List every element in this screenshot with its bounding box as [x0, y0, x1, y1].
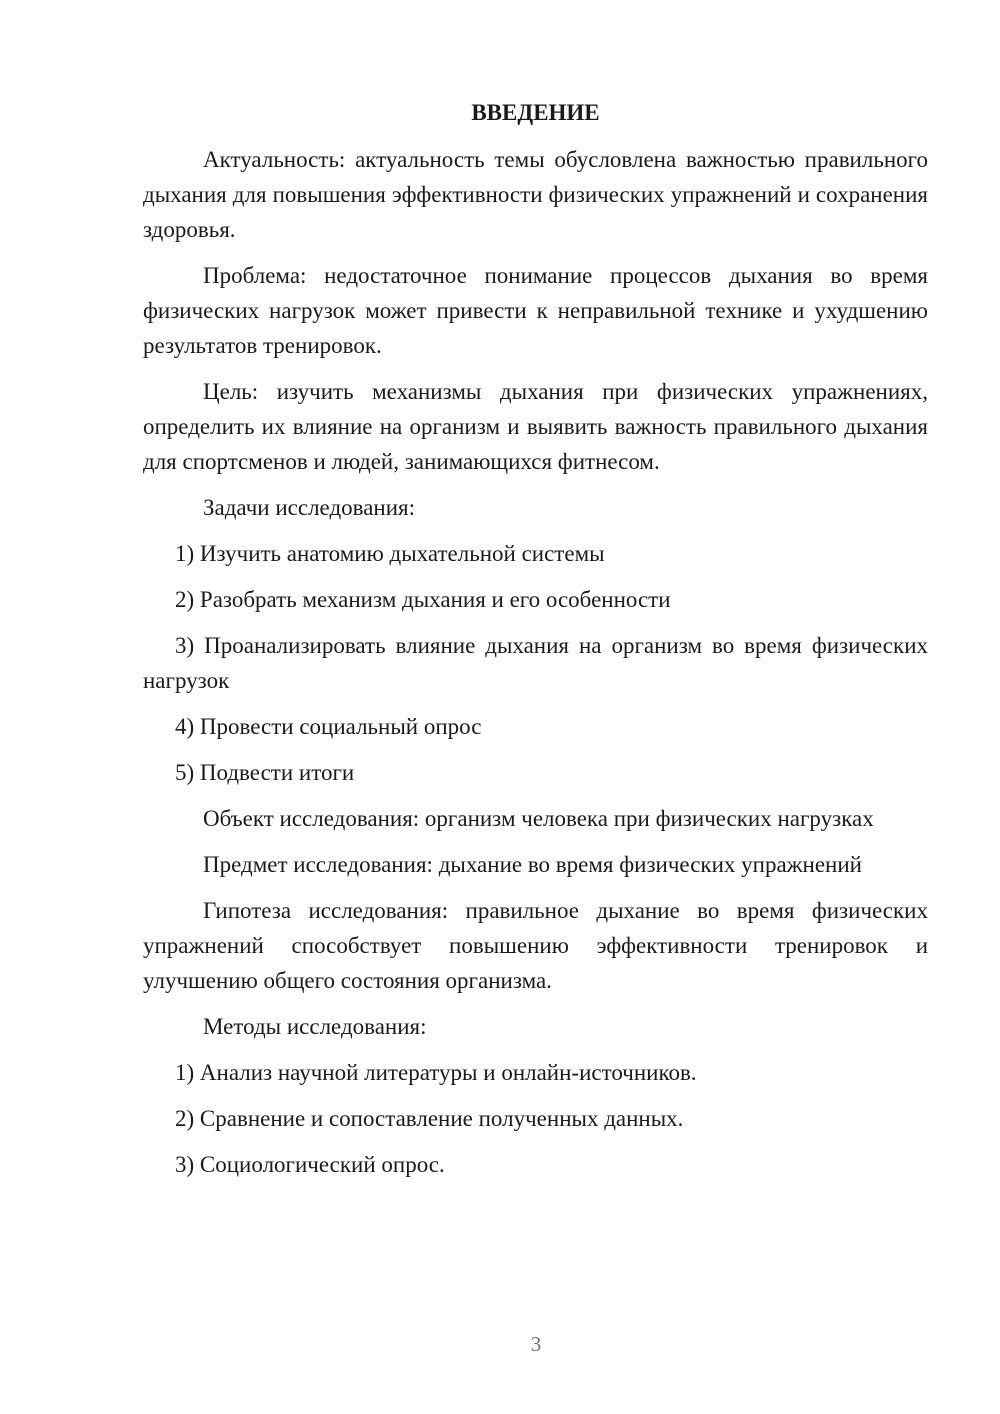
- page-number: 3: [530, 1332, 542, 1356]
- problem-paragraph: Проблема: недостаточное понимание процессов дыхания во время физических нагрузок может привести к неправильной технике и ухудшению результатов тренировок.: [143, 263, 928, 358]
- methods-heading: Методы исследования:: [203, 1014, 427, 1039]
- goal-paragraph: Цель: изучить механизмы дыхания при физических упражнениях, определить их влияние на организм и выявить важность правильного дыхания для спортсменов и людей, занимающихся фитнесом.: [143, 379, 928, 474]
- tasks-heading: Задачи исследования:: [203, 495, 416, 520]
- section-title: ВВЕДЕНИЕ: [471, 100, 600, 125]
- task-item: 5) Подвести итоги: [175, 760, 355, 785]
- task-item: 4) Провести социальный опрос: [175, 714, 482, 739]
- task-item: 3) Проанализировать влияние дыхания на организм во время физических нагрузок: [143, 633, 928, 693]
- task-item: 2) Разобрать механизм дыхания и его особенности: [175, 587, 671, 612]
- object-paragraph: Объект исследования: организм человека при физических нагрузках: [203, 806, 874, 831]
- method-item: 1) Анализ научной литературы и онлайн-источников.: [175, 1060, 697, 1085]
- subject-paragraph: Предмет исследования: дыхание во время физических упражнений: [203, 852, 862, 877]
- method-item: 2) Сравнение и сопоставление полученных данных.: [175, 1106, 684, 1131]
- hypothesis-paragraph: Гипотеза исследования: правильное дыхание во время физических упражнений способствует повышению эффективности тренировок и улучшению общего состояния организма.: [143, 898, 928, 993]
- relevance-paragraph: Актуальность: актуальность темы обусловлена важностью правильного дыхания для повышения эффективности физических упражнений и сохранения здоровья.: [143, 147, 928, 242]
- method-item: 3) Социологический опрос.: [175, 1152, 445, 1177]
- task-item: 1) Изучить анатомию дыхательной системы: [175, 541, 605, 566]
- page-content: [143, 95, 928, 1193]
